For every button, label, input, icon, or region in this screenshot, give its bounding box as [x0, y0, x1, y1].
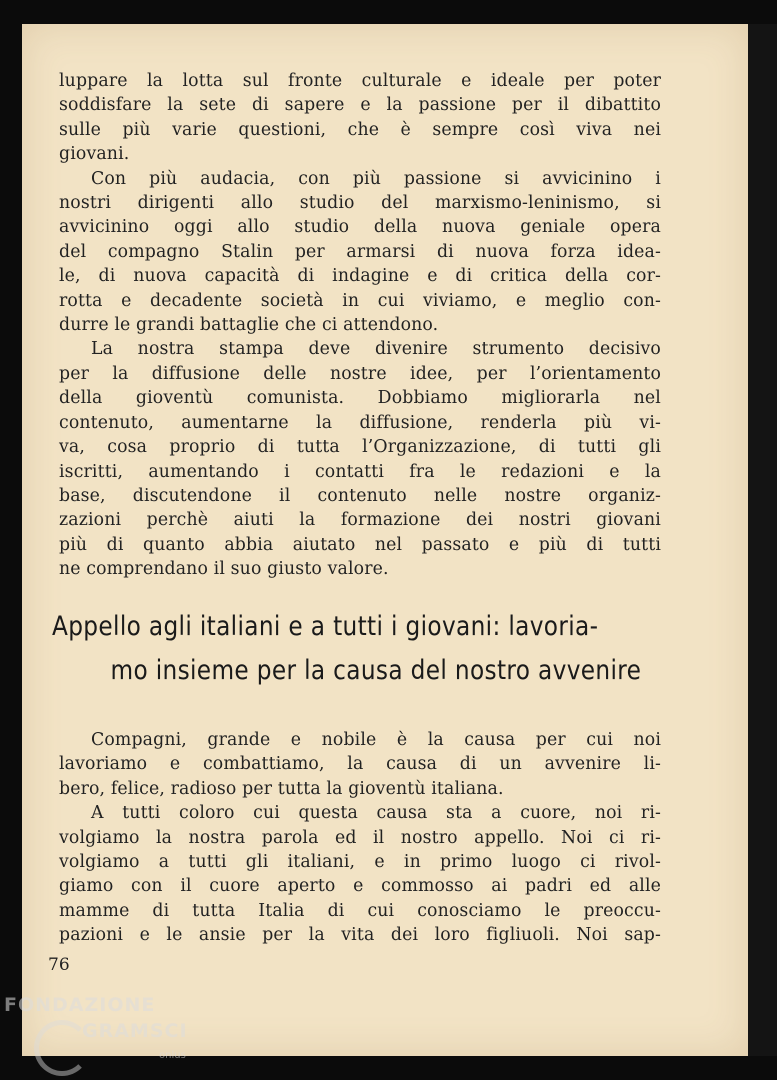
- text-line: durre le grandi battaglie che ci attendono.: [59, 315, 439, 336]
- section-heading: [52, 605, 654, 693]
- page-edge-shadow: [748, 24, 777, 1056]
- text-line: contenuto, aumentarne la diffusione, renderla più vi-: [59, 412, 661, 433]
- text-line: più di quanto abbia aiutato nel passato e più di tutti: [59, 534, 661, 555]
- fondazione-gramsci-watermark: [4, 994, 204, 1074]
- text-line: volgiamo a tutti gli italiani, e in primo luogo ci rivol-: [59, 852, 661, 873]
- watermark-line: GRAMSCI: [82, 1020, 188, 1042]
- text-line: va, cosa proprio di tutta l’Organizzazione, di tutti gli: [59, 437, 661, 458]
- text-line: La nostra stampa deve divenire strumento decisivo: [91, 339, 661, 360]
- text-line: bero, felice, radioso per tutta la gioventù italiana.: [59, 778, 504, 799]
- text-line: mamme di tutta Italia di cui conosciamo le preoccu-: [59, 900, 661, 921]
- text-line: rotta e decadente società in cui viviamo, e meglio con-: [59, 290, 661, 311]
- text-line: lavoriamo e combattiamo, la causa di un avvenire li-: [59, 754, 661, 775]
- heading-line: Appello agli italiani e a tutti i giovani: lavoria-: [52, 611, 599, 642]
- text-line: soddisfare la sete di sapere e la passione per il dibattito: [59, 95, 661, 116]
- watermark-line: onlus: [159, 1050, 186, 1061]
- text-line: ne comprendano il suo giusto valore.: [59, 559, 389, 580]
- body-text-top: [59, 69, 661, 582]
- text-line: Compagni, grande e nobile è la causa per cui noi: [91, 730, 661, 750]
- body-text-bottom: [59, 728, 661, 948]
- page-number: 76: [48, 955, 70, 975]
- text-line: Con più audacia, con più passione si avvicinino i: [91, 168, 661, 189]
- heading-line: mo insieme per la causa del nostro avvenire: [110, 655, 642, 686]
- text-line: giamo con il cuore aperto e commosso ai padri ed alle: [59, 876, 661, 897]
- text-line: base, discutendone il contenuto nelle nostre organiz-: [59, 485, 661, 506]
- text-line: nostri dirigenti allo studio del marxismo-leninismo, si: [59, 193, 661, 214]
- paragraph: [59, 337, 661, 581]
- text-line: sulle più varie questioni, che è sempre così viva nei: [59, 119, 661, 140]
- text-line: luppare la lotta sul fronte culturale e ideale per poter: [59, 71, 661, 91]
- watermark-line: FONDAZIONE: [4, 994, 156, 1016]
- text-line: del compagno Stalin per armarsi di nuova forza idea-: [59, 241, 661, 262]
- text-line: A tutti coloro cui questa causa sta a cuore, noi ri-: [91, 803, 661, 824]
- paragraph: [59, 69, 661, 167]
- text-line: della gioventù comunista. Dobbiamo migliorarla nel: [59, 388, 661, 409]
- text-line: zazioni perchè aiuti la formazione dei nostri giovani: [59, 510, 661, 531]
- paragraph: [59, 728, 661, 801]
- text-line: avvicinino oggi allo studio della nuova geniale opera: [59, 217, 661, 238]
- text-line: le, di nuova capacità di indagine e di critica della cor-: [59, 266, 661, 287]
- text-line: per la diffusione delle nostre idee, per l’orientamento: [59, 363, 661, 384]
- text-line: pazioni e le ansie per la vita dei loro figliuoli. Noi sap-: [59, 925, 661, 946]
- text-line: iscritti, aumentando i contatti fra le redazioni e la: [59, 461, 661, 482]
- paragraph: [59, 801, 661, 947]
- text-line: volgiamo la nostra parola ed il nostro appello. Noi ci ri-: [59, 827, 661, 848]
- text-line: giovani.: [59, 144, 130, 165]
- paragraph: [59, 167, 661, 338]
